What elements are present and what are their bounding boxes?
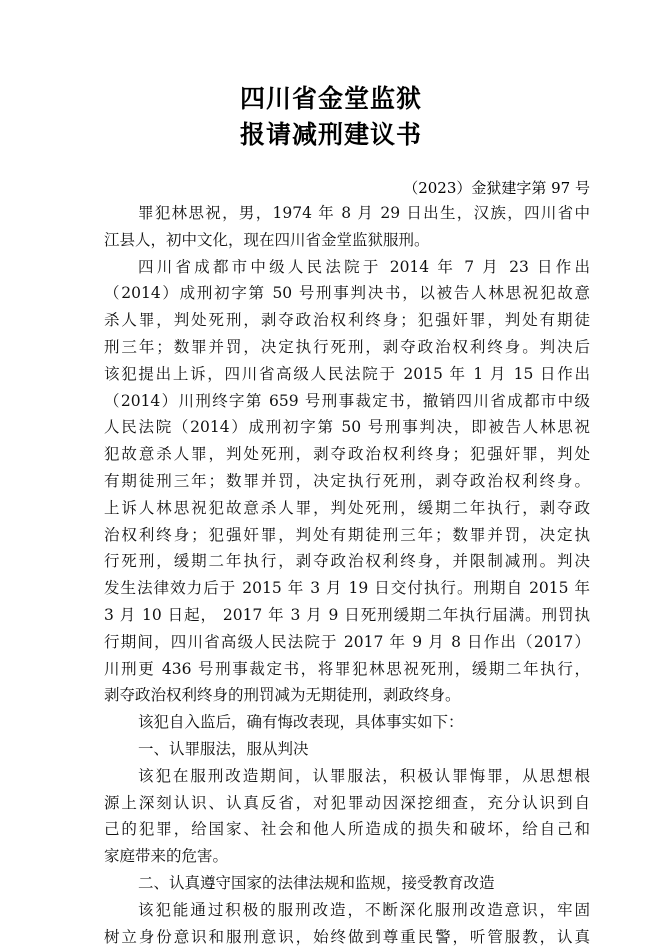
document-title-line-1: 四川省金堂监狱 [239, 84, 422, 113]
body-line: 该犯自入监后，确有悔改表现，具体事实如下： [138, 713, 464, 732]
body-line: 四川省成都市中级人民法院于 2014 年 7 月 23 日作出 [138, 257, 590, 276]
body-line: 该犯提出上诉，四川省高级人民法院于 2015 年 1 月 15 日作出 [104, 364, 590, 383]
body-line: 刑三年；数罪并罚，决定执行死刑，剥夺政治权利终身。判决后 [104, 338, 590, 356]
body-line: 该犯能通过积极的服刑改造，不断深化服刑改造意识，牢固 [138, 900, 590, 919]
body-line: 江县人，初中文化，现在四川省金堂监狱服刑。 [104, 230, 430, 249]
body-line: 治权利终身；犯强奸罪，判处有期徒刑三年；数罪并罚，决定执 [104, 525, 590, 544]
body-line: 剥夺政治权利终身的刑罚减为无期徒刑，剥政终身。 [104, 686, 461, 705]
body-line: 发生法律效力后于 2015 年 3 月 19 日交付执行。刑期自 2015 年 [104, 579, 590, 598]
body-line: 罪犯林思祝，男，1974 年 8 月 29 日出生，汉族，四川省中 [138, 204, 590, 222]
body-line: 3 月 10 日起， 2017 年 3 月 9 日死刑缓期二年执行届满。刑罚执 [104, 606, 590, 624]
body-line: （2014）成刑初字第 50 号刑事判决书，以被告人林思祝犯故意 [104, 284, 590, 303]
body-line: 人民法院（2014）成刑初字第 50 号刑事判决，即被告人林思祝 [104, 418, 590, 437]
document-number: （2023）金狱建字第 97 号 [403, 179, 590, 197]
body-line: 己的犯罪，给国家、社会和他人所造成的损失和破坏，给自己和 [104, 820, 590, 839]
body-line: 一、认罪服法，服从判决 [138, 740, 309, 758]
body-line: 源上深刻认识、认真反省，对犯罪动因深挖细查，充分认识到自 [104, 793, 590, 812]
body-line: 行期间，四川省高级人民法院于 2017 年 9 月 8 日作出（2017） [104, 632, 590, 651]
body-line: 杀人罪，判处死刑，剥夺政治权利终身；犯强奸罪，判处有期徒 [104, 311, 590, 330]
body-line: 该犯在服刑改造期间，认罪服法，积极认罪悔罪，从思想根 [138, 766, 590, 785]
document-title-line-2: 报请减刑建议书 [239, 120, 422, 149]
body-line: 有期徒刑三年；数罪并罚，决定执行死刑，剥夺政治权利终身。 [104, 472, 590, 490]
body-line: 上诉人林思祝犯故意杀人罪，判处死刑，缓期二年执行，剥夺政 [104, 498, 590, 517]
body-line: 家庭带来的危害。 [104, 847, 229, 866]
body-line: 犯故意杀人罪，判处死刑，剥夺政治权利终身；犯强奸罪，判处 [104, 445, 590, 464]
body-line: 二、认真遵守国家的法律法规和监规，接受教育改造 [138, 874, 495, 892]
body-line: 树立身份意识和服刑意识，始终做到尊重民警，听管服教，认真 [104, 927, 590, 946]
body-line: （2014）川刑终字第 659 号刑事裁定书，撤销四川省成都市中级 [104, 391, 590, 410]
body-line: 川刑更 436 号刑事裁定书，将罪犯林思祝死刑，缓期二年执行， [104, 659, 590, 678]
body-line: 行死刑，缓期二年执行，剥夺政治权利终身，并限制减刑。判决 [104, 552, 590, 571]
